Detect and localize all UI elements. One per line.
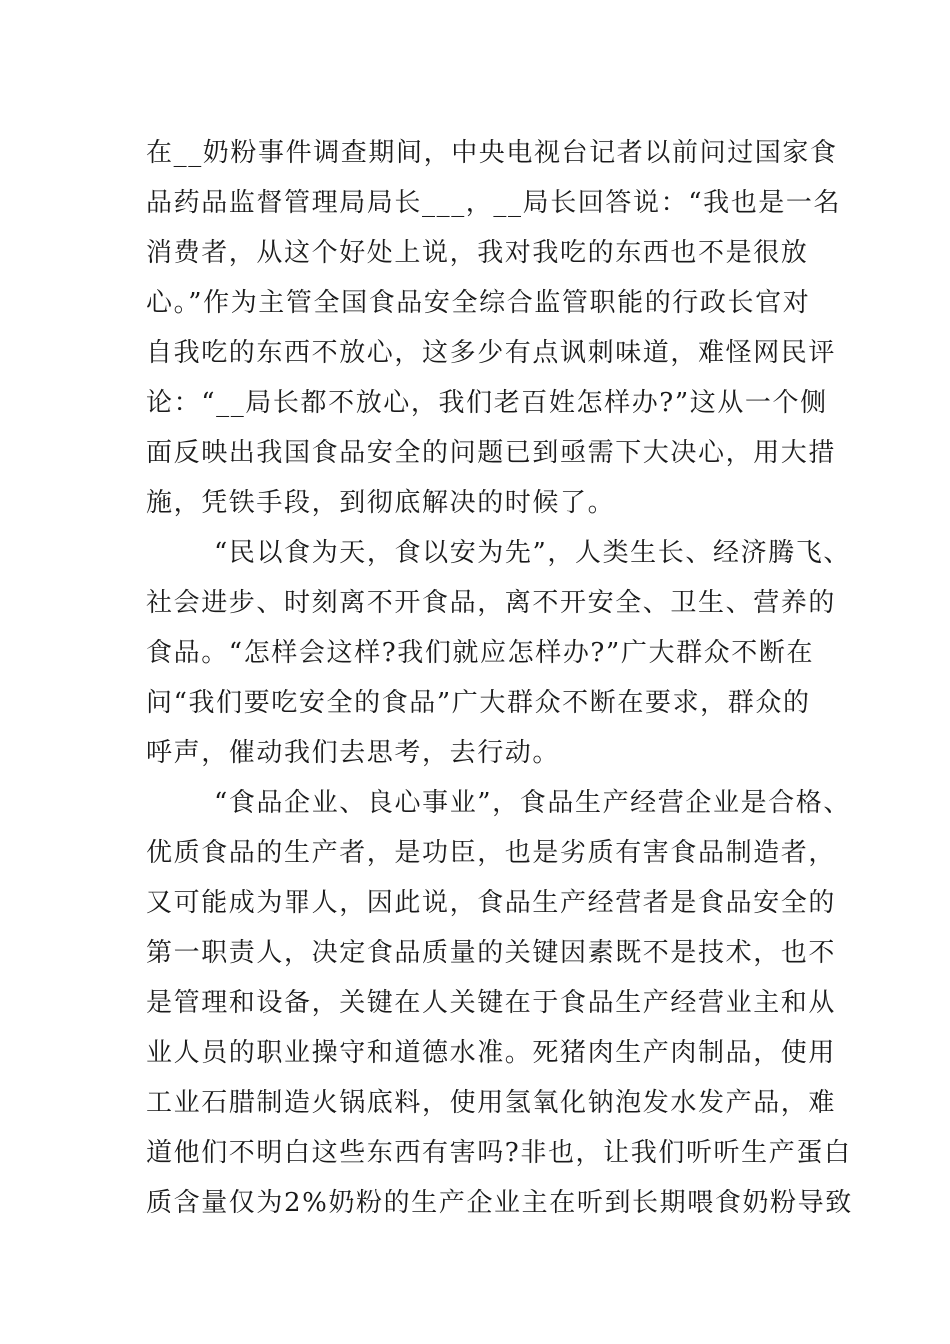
text-line: 优质食品的生产者，是功臣，也是劣质有害食品制造者， [146,838,837,868]
paragraph-1 [146,128,842,528]
paragraph-3 [146,778,853,1228]
text-line: 心。”作为主管全国食品安全综合监管职能的行政长官对 [146,288,811,318]
text-line: 自我吃的东西不放心，这多少有点讽刺味道，难怪网民评 [146,338,837,368]
text-line: “食品企业、良心事业”，食品生产经营企业是合格、 [214,788,851,818]
document-body [146,128,853,1228]
text-line: 质含量仅为2%奶粉的生产企业主在听到长期喂食奶粉导致 [146,1188,853,1218]
text-line: 又可能成为罪人，因此说，食品生产经营者是食品安全的 [146,888,837,918]
text-line: 在__奶粉事件调查期间，中央电视台记者以前问过国家食 [146,138,838,168]
text-line: 第一职责人，决定食品质量的关键因素既不是技术，也不 [146,938,837,968]
text-line: 社会进步、时刻离不开食品，离不开安全、卫生、营养的 [146,588,837,618]
text-line: 道他们不明白这些东西有害吗?非也，让我们听听生产蛋白 [146,1138,852,1168]
text-line: 工业石腊制造火锅底料，使用氢氧化钠泡发水发产品，难 [146,1088,837,1118]
text-line: 业人员的职业操守和道德水准。死猪肉生产肉制品，使用 [146,1038,837,1068]
text-line: 问“我们要吃安全的食品”广大群众不断在要求，群众的 [146,688,811,718]
text-line: 呼声，催动我们去思考，去行动。 [146,738,561,768]
text-line: 消费者，从这个好处上说，我对我吃的东西也不是很放 [146,238,809,268]
text-line: 品药品监督管理局局长___，__局长回答说：“我也是一名 [146,188,842,218]
text-line: 施，凭铁手段，到彻底解决的时候了。 [146,488,616,518]
text-line: “民以食为天，食以安为先”，人类生长、经济腾飞、 [214,538,851,568]
text-line: 是管理和设备，关键在人关键在于食品生产经营业主和从 [146,988,837,1018]
text-line: 食品。“怎样会这样?我们就应怎样办?”广大群众不断在 [146,638,815,668]
paragraph-2 [146,528,851,778]
text-line: 面反映出我国食品安全的问题已到亟需下大决心，用大措 [146,438,837,468]
text-line: 论：“__局长都不放心，我们老百姓怎样办?”这从一个侧 [146,388,828,418]
